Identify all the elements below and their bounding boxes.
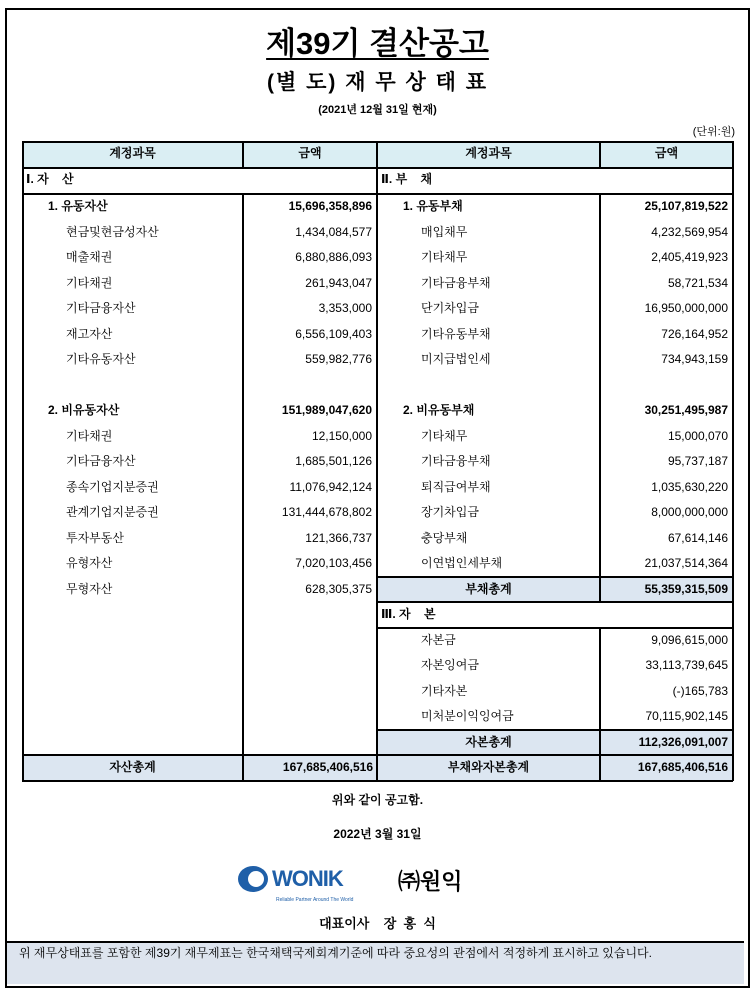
svg-text:WONIK: WONIK — [272, 866, 343, 891]
account-label: 기타유동자산 — [66, 352, 136, 366]
unit-label: (단위:원) — [692, 126, 735, 138]
table-border — [377, 576, 733, 578]
table-border — [377, 729, 733, 731]
account-label: 1. 유동자산 — [48, 199, 108, 213]
amount-value: 33,113,739,645 — [645, 658, 728, 672]
account-label: 기타유동부채 — [421, 326, 491, 341]
account-label: 기타금융자산 — [66, 301, 136, 315]
amount-value: (-)165,783 — [672, 683, 728, 698]
amount-value: 4,232,569,954 — [651, 224, 728, 239]
statement-date: (2021년 12월 31일 현재) — [318, 104, 437, 116]
page-title — [0, 18, 755, 63]
amount-value: 151,989,047,620 — [281, 403, 372, 417]
footnote: 위 재무상태표를 포함한 제39기 재무제표는 한국채택국제회계기준에 따라 중요성의 관점에서 적정하게 표시하고 있습니다. — [7, 941, 744, 984]
amount-value: 15,696,358,896 — [288, 199, 372, 213]
amount-value: 1,434,084,577 — [295, 224, 372, 239]
amount-value: 95,737,187 — [667, 454, 728, 468]
account-label: 2. 비유동자산 — [48, 403, 120, 417]
amount-value: 67,614,146 — [667, 530, 728, 545]
account-label: 미지급법인세 — [421, 352, 491, 366]
account-label: 2. 비유동부채 — [403, 403, 475, 417]
amount-value: 1,035,630,220 — [651, 479, 728, 494]
table-border — [376, 141, 378, 781]
liabilities-total-label: 부채총계 — [465, 581, 512, 596]
table-border — [599, 193, 601, 602]
account-label: 기타채권 — [66, 428, 113, 443]
account-label: 기타채무 — [421, 250, 468, 264]
account-label: 유형자산 — [66, 556, 113, 570]
header-amount-left: 금액 — [298, 146, 322, 160]
account-label: 이연법인세부채 — [421, 556, 503, 570]
account-label: 매출채권 — [66, 250, 113, 264]
header-account-right: 계정과목 — [465, 146, 512, 160]
amount-value: 1,685,501,126 — [295, 454, 372, 468]
account-label: 자본잉여금 — [421, 658, 479, 672]
amount-value: 16,950,000,000 — [644, 301, 728, 315]
equity-total-amount: 112,326,091,007 — [638, 734, 728, 749]
section-equity: Ⅲ. 자 본 — [381, 607, 436, 621]
amount-value: 6,880,886,093 — [295, 250, 372, 264]
account-label: 투자부동산 — [66, 530, 124, 545]
svg-text:Reliable Partner Around The Wo: Reliable Partner Around The World — [276, 897, 354, 903]
amount-value: 726,164,952 — [661, 326, 728, 341]
account-label: 장기차입금 — [421, 505, 479, 519]
title-text: 제39기 결산공고 — [266, 26, 489, 61]
account-label: 매입채무 — [421, 224, 468, 239]
amount-value: 58,721,534 — [667, 275, 728, 290]
account-label: 종속기업지분증권 — [66, 479, 159, 494]
amount-value: 11,076,942,124 — [289, 479, 372, 494]
account-label: 기타자본 — [421, 683, 468, 698]
table-border — [599, 141, 601, 167]
account-label: 기타채권 — [66, 275, 113, 290]
account-label: 재고자산 — [66, 326, 113, 341]
account-label: 기타채무 — [421, 428, 468, 443]
amount-value: 628,305,375 — [305, 581, 372, 596]
amount-value: 131,444,678,802 — [281, 505, 372, 519]
account-label: 기타금융부채 — [421, 275, 491, 290]
table-border — [22, 141, 24, 781]
table-border — [377, 601, 733, 603]
section-assets: Ⅰ. 자 산 — [26, 172, 74, 186]
account-label: 1. 유동부채 — [403, 199, 463, 213]
account-label: 충당부채 — [421, 530, 468, 545]
amount-value: 12,150,000 — [311, 428, 372, 443]
liabilities-total-amount: 55,359,315,509 — [644, 581, 728, 596]
equity-total-label: 자본총계 — [465, 734, 512, 749]
liab-equity-total-amount: 167,685,406,516 — [637, 760, 728, 774]
table-border — [242, 193, 244, 781]
account-label: 현금및현금성자산 — [66, 224, 159, 239]
section-liabilities: Ⅱ. 부 채 — [381, 172, 433, 186]
amount-value: 30,251,495,987 — [644, 403, 728, 417]
amount-value: 15,000,070 — [667, 428, 728, 443]
company-name: ㈜원익 — [398, 869, 463, 894]
account-label: 미처분이익잉여금 — [421, 709, 514, 723]
amount-value: 70,115,902,145 — [645, 709, 728, 723]
amount-value: 121,366,737 — [305, 530, 372, 545]
notice-text: 위와 같이 공고함. — [331, 793, 424, 807]
amount-value: 8,000,000,000 — [651, 505, 728, 519]
header-account-left: 계정과목 — [109, 146, 156, 160]
account-label: 기타금융자산 — [66, 454, 136, 468]
assets-total-amount: 167,685,406,516 — [282, 760, 373, 774]
account-label: 단기차입금 — [421, 301, 479, 315]
table-border — [599, 628, 601, 781]
statement-subtitle: (별 도) 재 무 상 태 표 — [267, 71, 488, 94]
account-label: 무형자산 — [66, 581, 113, 596]
header-amount-right: 금액 — [654, 146, 679, 160]
account-label: 자본금 — [421, 632, 456, 647]
amount-value: 734,943,159 — [661, 352, 728, 366]
amount-value: 6,556,109,403 — [295, 326, 372, 341]
liab-equity-total-label: 부채와자본총계 — [447, 760, 530, 774]
ceo-signature: 대표이사 장 홍 식 — [319, 916, 436, 931]
amount-value: 7,020,103,456 — [295, 556, 372, 570]
table-border — [377, 627, 733, 629]
amount-value: 2,405,419,923 — [651, 250, 728, 264]
wonik-logo — [236, 864, 366, 904]
table-border — [732, 141, 734, 781]
amount-value: 261,943,047 — [305, 275, 372, 290]
amount-value: 559,982,776 — [305, 352, 372, 366]
amount-value: 3,353,000 — [318, 301, 372, 315]
account-label: 관계기업지분증권 — [66, 505, 159, 519]
amount-value: 25,107,819,522 — [644, 199, 728, 213]
account-label: 퇴직급여부채 — [421, 479, 491, 494]
amount-value: 21,037,514,364 — [644, 556, 728, 570]
table-border — [242, 141, 244, 167]
amount-value: 9,096,615,000 — [651, 632, 728, 647]
account-label: 기타금융부채 — [421, 454, 491, 468]
assets-total-label: 자산총계 — [109, 760, 156, 774]
notice-date: 2022년 3월 31일 — [333, 827, 422, 841]
